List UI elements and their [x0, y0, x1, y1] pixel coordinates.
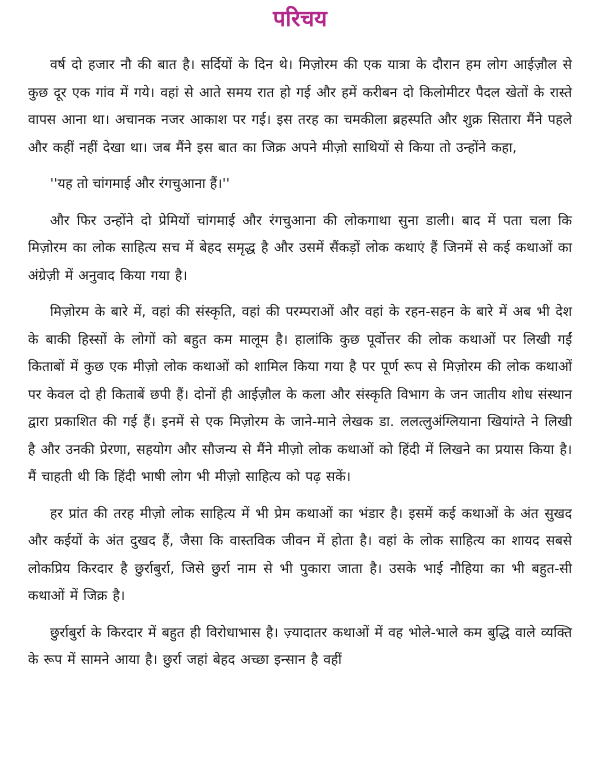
page-title: परिचय — [273, 7, 327, 32]
paragraph-4: हर प्रांत की तरह मीज़ो लोक साहित्य में भी प्रेम कथाओं का भंडार है। इसमें कई कथाओं के अंत सुखद और कईयों के अंत दुखद हैं, जैसा कि वास्तविक जीवन में होता है। वहां के लोक साहित्य का शायद सबसे लोकप्रिय किरदार है छुर्राबुर्रा, जिसे छुर्रा नाम से भी पुकारा जाता है। उसके भाई नौहिया का भी बहुत-सी कथाओं में जिक्र है। — [28, 505, 572, 604]
paragraph-5: छुर्राबुर्रा के किरदार में बहुत ही विरोधाभास है। ज़्यादातर कथाओं में वह भोले-भाले कम बुद्धि वाले व्यक्ति के रूप में सामने आया है। छुर्रा जहां बेहद अच्छा इन्सान है वहीं — [28, 624, 572, 668]
paragraph-2: और फिर उन्होंने दो प्रेमियों चांगमाई और रंगचुआना की लोकगाथा सुना डाली। बाद में पता चला कि मिज़ोरम का लोक साहित्य सच में बेहद समृद्ध है और उसमें सैंकड़ों लोक कथाएं हैं जिनमें से कई कथाओं का अंग्रेज़ी में अनुवाद किया गया है। — [28, 212, 572, 284]
paragraph-3: मिज़ोरम के बारे में, वहां की संस्कृति, वहां की परम्पराओं और वहां के रहन-सहन के बारे में अब भी देश के बाकी हिस्सों के लोगों को बहुत कम मालूम है। हालांकि कुछ पूर्वोत्तर की लोक कथाओं पर लिखी गईं किताबों में कुछ एक मीज़ो लोक कथाओं को शामिल किया गया है पर पूर्ण रूप से मिज़ोरम की लोक कथाओं पर केवल दो ही किताबें छपी हैं। दोनों ही आईज़ौल के कला और संस्कृति विभाग के जन जातीय शोध संस्थान द्वारा प्रकाशित की गई हैं। इनमें से एक मिज़ोरम के जाने-माने लेखक डा. ललत्लुअंग्लियाना खियांग्ते ने लिखी है और उनकी प्रेरणा, सहयोग और सौजन्य से मैंने मीज़ो लोक कथाओं को हिंदी में लिखने का प्रयास किया है। मैं चाहती थी कि हिंदी भाषी लोग भी मीज़ो साहित्य को पढ़ सकें। — [28, 304, 572, 485]
quote-line: ''यह तो चांगमाई और रंगचुआना हैं।'' — [50, 176, 230, 192]
paragraph-1: वर्ष दो हजार नौ की बात है। सर्दियों के दिन थे। मिज़ोरम की एक यात्रा के दौरान हम लोग आईज़ौल से कुछ दूर एक गांव में गये। वहां से आते समय रात हो गई और हमें करीबन दो किलोमीटर पैदल खेतों के रास्ते वापस आना था। अचानक नजर आकाश पर गई। इस तरह का चमकीला ब्रहस्पति और शुक्र सितारा मैंने पहले और कहीं नहीं देखा था। जब मैंने इस बात का जिक्र अपने मीज़ो साथियों से किया तो उन्होंने कहा, — [28, 57, 572, 156]
